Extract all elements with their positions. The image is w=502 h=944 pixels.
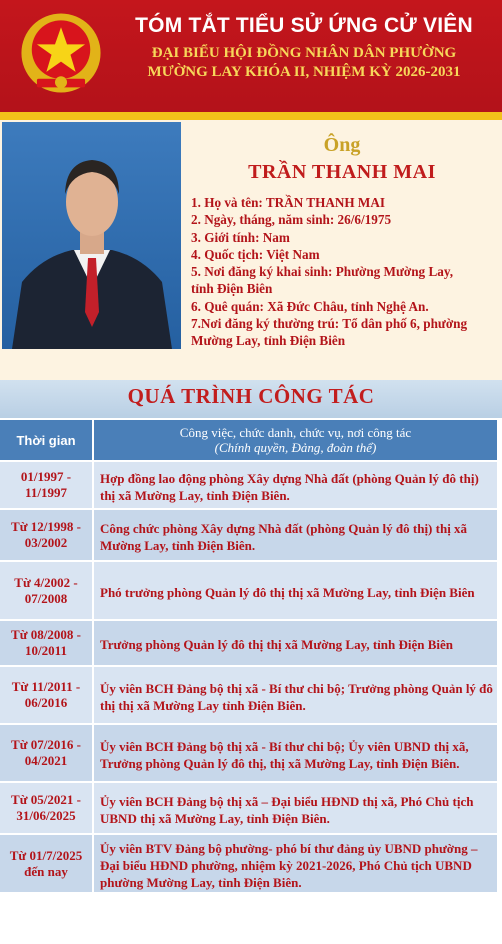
row-time: Từ 4/2002 - 07/2008	[14, 574, 78, 606]
row-time: Từ 08/2008 - 10/2011	[11, 627, 81, 658]
detail-line: tỉnh Điện Biên	[191, 281, 273, 297]
row-description: Ủy viên BCH Đảng bộ thị xã – Đại biểu HĐND thị xã, Phó Chủ tịch UBND thị xã Mường Lay, tỉnh Điện Biên.	[92, 783, 497, 833]
row-description: Công chức phòng Xây dựng Nhà đất (phòng Quản lý đô thị) thị xã Mường Lay, tỉnh Điện Biên.	[92, 510, 497, 560]
header-banner	[0, 0, 502, 112]
table-row	[0, 460, 497, 508]
row-time: 01/1997 - 11/1997	[20, 469, 72, 500]
row-time: Từ 12/1998 - 03/2002	[11, 519, 81, 550]
table-header	[0, 420, 497, 460]
detail-line: Mường Lay, tỉnh Điện Biên	[191, 333, 346, 349]
row-time: Từ 05/2021 - 31/06/2025	[11, 792, 81, 823]
table-row	[0, 781, 497, 833]
candidate-name: TRẦN THANH MAI	[248, 161, 436, 183]
header-subtitle	[110, 44, 498, 82]
table-row	[0, 665, 497, 723]
row-time: Từ 01/7/2025 đến nay	[9, 847, 83, 879]
national-emblem-icon	[18, 10, 104, 96]
detail-line: 4. Quốc tịch: Việt Nam	[191, 246, 320, 262]
row-description: Ủy viên BCH Đảng bộ thị xã - Bí thư chi bộ; Trưởng phòng Quản lý đô thị thị xã Mường Lay tỉnh Điện Biên.	[92, 667, 497, 723]
table-row	[0, 508, 497, 560]
subtitle-line-2: MƯỜNG LAY KHÓA II, NHIỆM KỲ 2026-2031	[147, 64, 461, 80]
detail-line: 3. Giới tính: Nam	[191, 229, 290, 245]
row-time: Từ 07/2016 - 04/2021	[11, 737, 81, 768]
table-row	[0, 619, 497, 665]
candidate-details	[191, 194, 501, 350]
portrait-icon	[2, 122, 181, 349]
row-description: Trưởng phòng Quản lý đô thị thị xã Mường Lay, tỉnh Điện Biên	[92, 621, 497, 665]
row-description: Ủy viên BTV Đảng bộ phường- phó bí thư đảng ủy UBND phường – Đại biểu HĐND phường, nhiệm kỳ 2021-2026, Phó Chủ tịch UBND phường Mường Lay, tỉnh Điện Biên.	[92, 835, 497, 892]
table-row	[0, 833, 497, 892]
candidate-honorific: Ông	[323, 134, 361, 156]
row-description: Hợp đồng lao động phòng Xây dựng Nhà đất (phòng Quản lý đô thị) thị xã Mường Lay, tỉnh Điện Biên.	[92, 462, 497, 508]
candidate-photo	[2, 122, 181, 349]
column-header-line-2: (Chính quyền, Đảng, đoàn thể)	[214, 440, 377, 455]
row-time: Từ 11/2011 - 06/2016	[11, 679, 81, 710]
work-history-table	[0, 420, 497, 892]
gold-stripe	[0, 112, 502, 120]
section-title: QUÁ TRÌNH CÔNG TÁC	[127, 384, 375, 408]
table-row	[0, 560, 497, 619]
detail-line: 7.Nơi đăng ký thường trú: Tổ dân phố 6, phường	[191, 316, 468, 332]
row-description: Phó trưởng phòng Quản lý đô thị thị xã Mường Lay, tỉnh Điện Biên	[92, 562, 497, 619]
detail-line: 5. Nơi đăng ký khai sinh: Phường Mường Lay,	[191, 264, 453, 280]
profile-section	[0, 120, 502, 380]
subtitle-line-1: ĐẠI BIỂU HỘI ĐỒNG NHÂN DÂN PHƯỜNG	[151, 45, 457, 61]
column-header-description	[92, 420, 497, 460]
row-description: Ủy viên BCH Đảng bộ thị xã - Bí thư chi bộ; Ủy viên UBND thị xã, Trưởng phòng Quản lý đô thị, thị xã Mường Lay, tỉnh Điện Biên.	[92, 725, 497, 781]
header-title: TÓM TẮT TIỂU SỬ ỨNG CỬ VIÊN	[135, 14, 473, 37]
table-row	[0, 723, 497, 781]
column-header-time: Thời gian	[16, 432, 76, 448]
detail-line: 6. Quê quán: Xã Đức Châu, tỉnh Nghệ An.	[191, 298, 429, 314]
column-header-line-1: Công việc, chức danh, chức vụ, nơi công tác	[179, 425, 412, 440]
detail-line: 1. Họ và tên: TRẦN THANH MAI	[191, 195, 386, 210]
detail-line: 2. Ngày, tháng, năm sinh: 26/6/1975	[191, 212, 392, 228]
